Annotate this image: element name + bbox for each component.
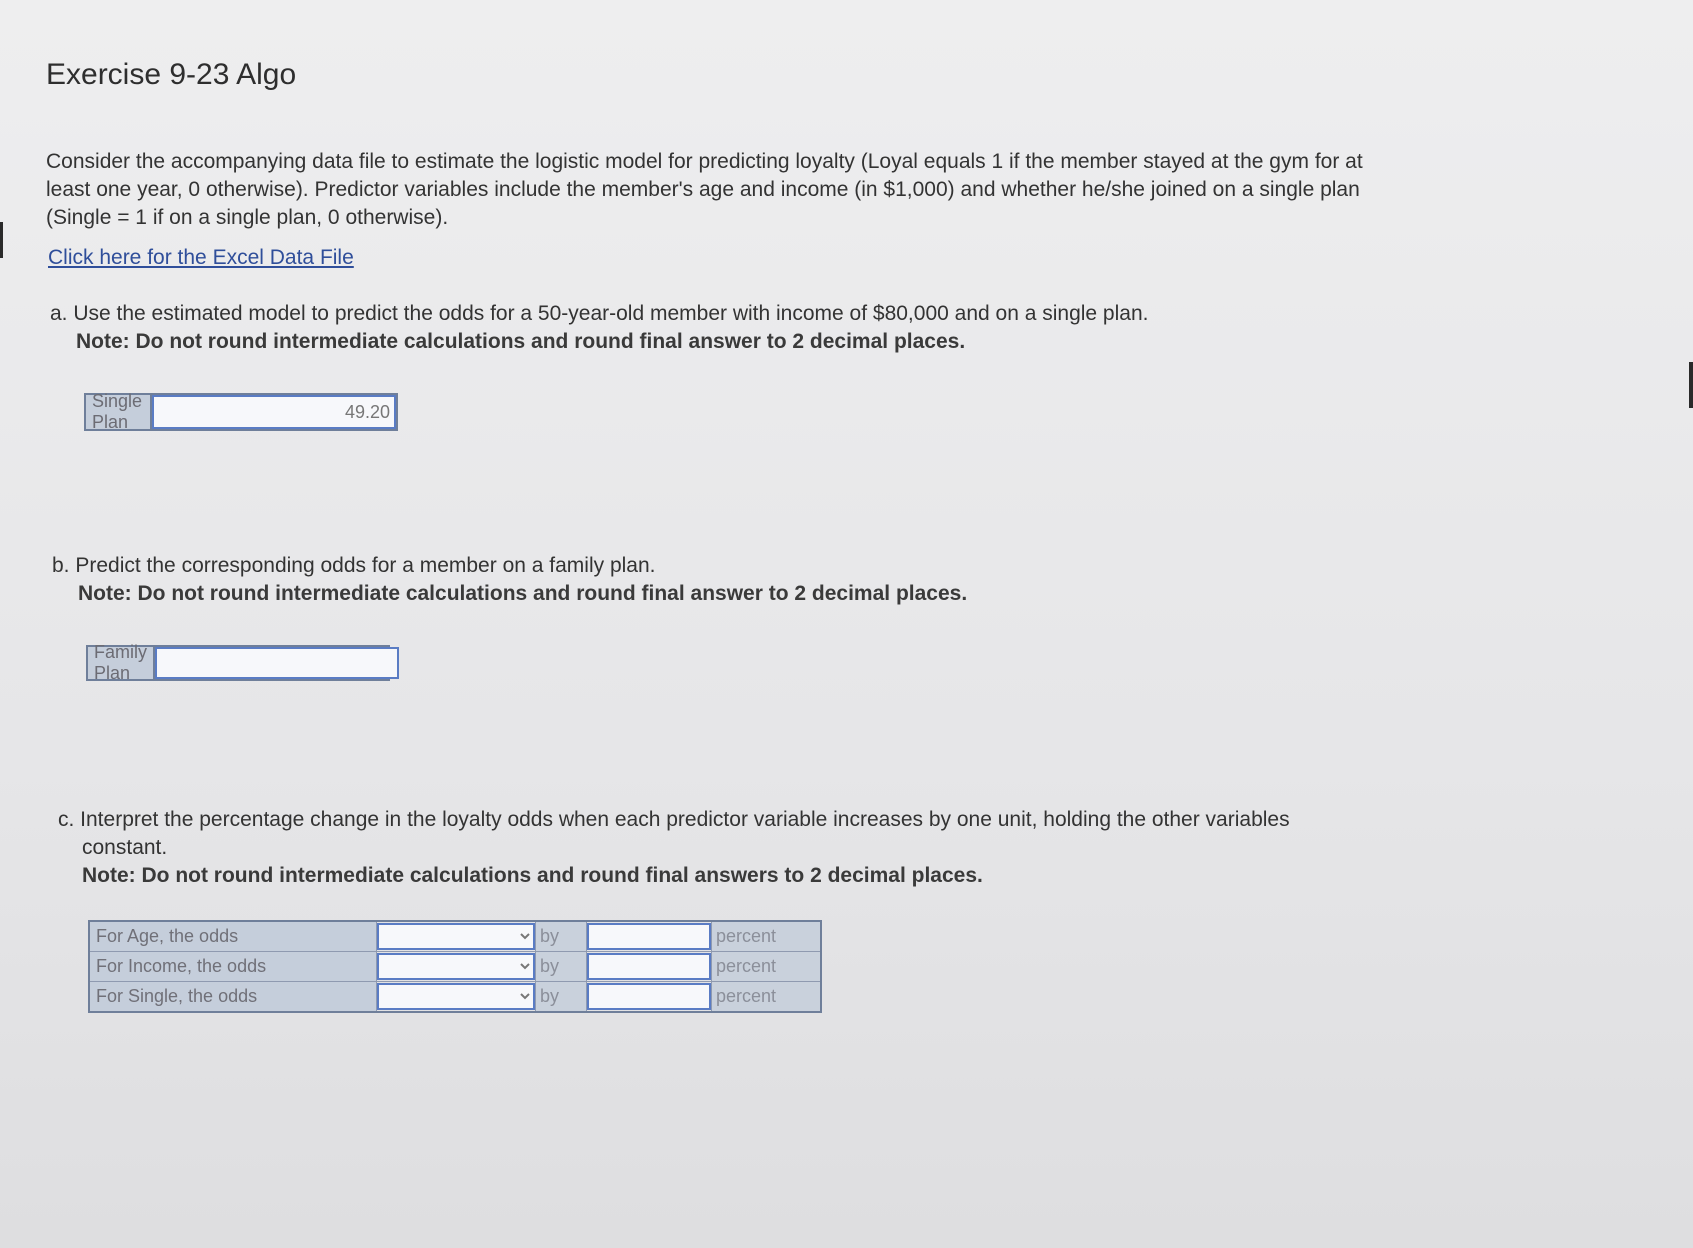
part-c-note: Note: Do not round intermediate calculations and round final answers to 2 decimal places. xyxy=(82,864,983,887)
row-label-income: For Income, the odds xyxy=(89,952,377,982)
percent-label: percent xyxy=(712,982,822,1013)
single-plan-label: Single Plan xyxy=(86,395,152,429)
by-label: by xyxy=(536,952,587,982)
row-label-single: For Single, the odds xyxy=(89,982,377,1013)
part-a-note: Note: Do not round intermediate calculations and round final answer to 2 decimal places. xyxy=(76,330,966,353)
part-a-question xyxy=(50,300,1350,356)
part-c-question xyxy=(58,806,1398,890)
percent-label: percent xyxy=(712,952,822,982)
single-plan-row xyxy=(84,393,398,431)
percent-change-table xyxy=(88,920,822,1013)
excel-data-file-link[interactable]: Click here for the Excel Data File xyxy=(48,246,354,269)
part-c-text: c. Interpret the percentage change in the loyalty odds when each predictor variable increases by one unit, holding the other variables xyxy=(58,808,1290,831)
family-plan-input[interactable] xyxy=(155,647,399,679)
single-percent-input[interactable] xyxy=(587,983,711,1010)
single-direction-select[interactable] xyxy=(377,983,535,1010)
family-plan-row xyxy=(86,642,390,683)
income-percent-input[interactable] xyxy=(587,953,711,980)
exercise-title: Exercise 9-23 Algo xyxy=(46,58,297,91)
intro-text: Consider the accompanying data file to estimate the logistic model for predicting loyalty (Loyal equals 1 if the member stayed at the gym for at least one year, 0 otherwise). Predictor variables include the member's age and income (in $1,000) and whether he/she joined on a single plan (Single = 1 if on a single plan, 0 otherwise). xyxy=(46,150,1363,229)
table-row xyxy=(89,921,821,952)
age-percent-input[interactable] xyxy=(587,923,711,950)
income-direction-select[interactable] xyxy=(377,953,535,980)
part-b-note: Note: Do not round intermediate calculations and round final answer to 2 decimal places. xyxy=(78,582,968,605)
table-row xyxy=(89,952,821,982)
left-edge-marker xyxy=(0,222,3,258)
part-c-text-cont: constant. xyxy=(82,836,168,859)
scrollbar-handle[interactable] xyxy=(1689,362,1693,408)
part-a-text: a. Use the estimated model to predict the odds for a 50-year-old member with income of $80,000 and on a single plan. xyxy=(50,302,1149,325)
table-row xyxy=(89,982,821,1013)
percent-label: percent xyxy=(712,921,822,952)
by-label: by xyxy=(536,921,587,952)
row-label-age: For Age, the odds xyxy=(89,921,377,952)
part-b-question xyxy=(52,552,1352,608)
by-label: by xyxy=(536,982,587,1013)
family-plan-label: Family Plan xyxy=(88,647,155,679)
age-direction-select[interactable] xyxy=(377,923,535,950)
single-plan-input[interactable] xyxy=(152,395,396,429)
part-b-text: b. Predict the corresponding odds for a member on a family plan. xyxy=(52,554,656,577)
